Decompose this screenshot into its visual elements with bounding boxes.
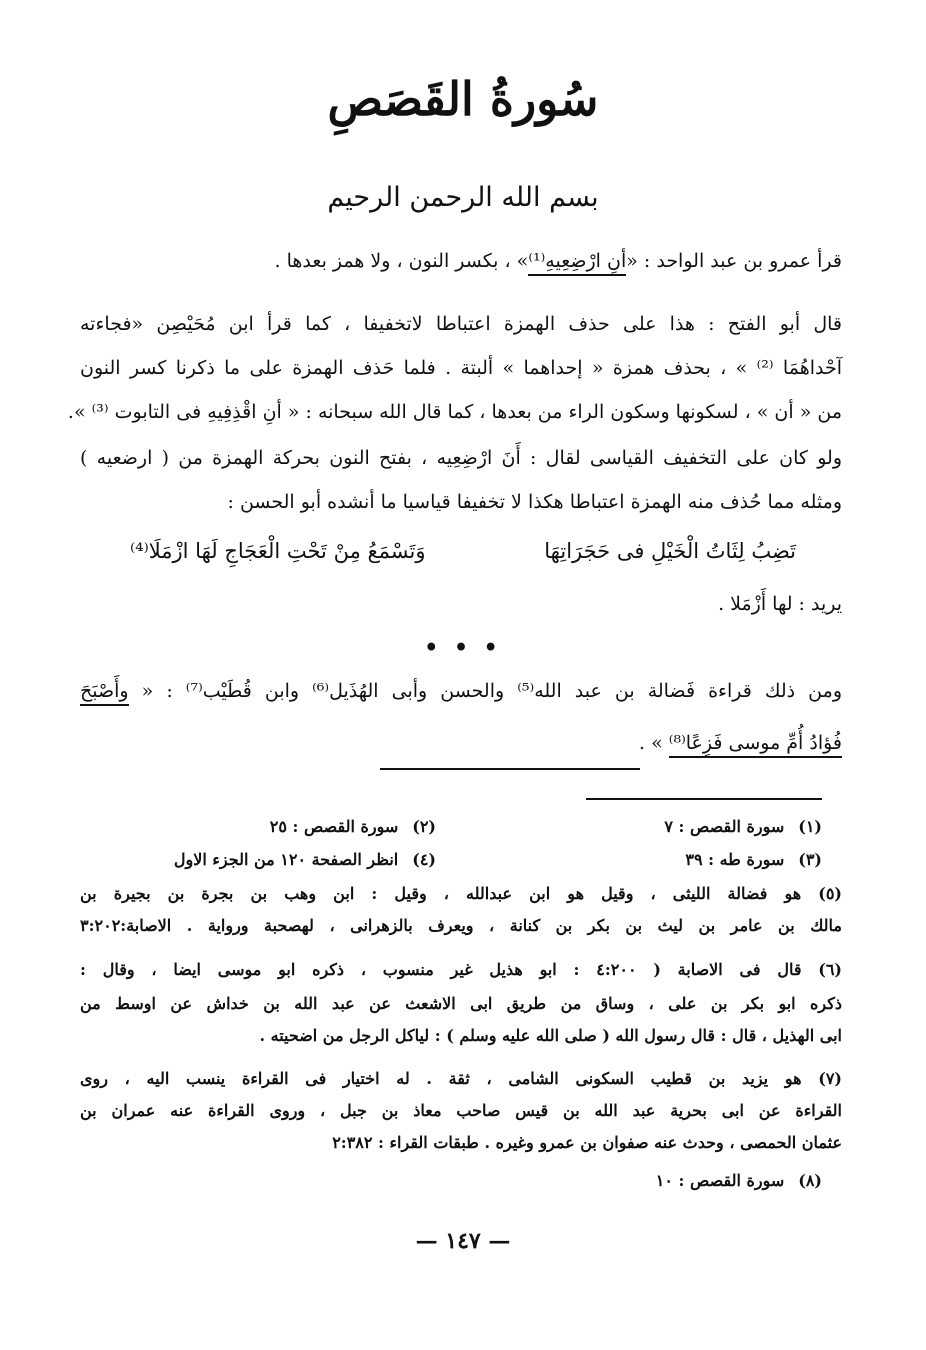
footnote-text: انظر الصفحة ١٢٠ من الجزء الاول: [173, 850, 399, 869]
footnote-number: (٨): [798, 1171, 822, 1190]
commentary-line: قال أبو الفتح : هذا على حذف الهمزة اعتباطا لاتخفيفا ، كما قرأ ابن مُحَيْصِن «فجاءته: [80, 313, 842, 335]
footnote-text: سورة القصص : ١٠: [655, 1171, 785, 1190]
surah-title: سُورةُ القَصَصِ: [327, 72, 599, 126]
quranic-reading-part1: وأَصْبَحَ: [80, 680, 129, 706]
commentary-line: ولو كان على التخفيف القياسى لقال : أَنَ ارْضِعِيه ، بفتح النون بحركة الهمزة من ( ارضعيه ): [80, 447, 842, 469]
footnote-7-line: القراءة عن ابى بحرية عبد الله بن قيس صاحب معاذ بن جبل ، وروى القراءة عنه عمران بن: [80, 1101, 842, 1120]
footnote-text: سورة طه : ٣٩: [685, 850, 785, 869]
reading-line-2: [80, 676, 842, 706]
quranic-reading-part2: فُؤادُ أُمِّ موسى فَزِعًا⁽⁸⁾: [669, 732, 842, 758]
footnote-6-line: ابى الهذيل ، قال : قال رسول الله ( صلى الله عليه وسلم ) : لياكل الرجل من اضحيته .: [259, 1026, 842, 1045]
footnote-5-line: مالك بن عامر بن ليث بن بكر بن كنانة ، ويعرف بالزهرانى ، لهصحبة ورواية . الاصابة:٣:٢٠٢: [80, 916, 842, 935]
reading-line-1: [80, 246, 842, 276]
reading2-close: » .: [639, 732, 669, 754]
footnote-number: (١): [798, 817, 822, 836]
footnote-2: [270, 812, 436, 842]
footnote-8: [656, 1166, 822, 1196]
verse-hemistich-right: تَضِبُ لِثَاتُ الْخَيْلِ فى حَجَرَاتِهَا: [544, 539, 796, 563]
commentary-line: آحْداهُمَا ⁽²⁾ » ، بحذف همزة « إحداهما » ألبتة . فلما حَذف الهمزة على ما ذكرنا كسر النون: [80, 357, 842, 379]
reading-line-3: [80, 728, 842, 758]
verse-explanation: يريد : لها أَزْمَلا .: [718, 593, 842, 615]
footnote-number: (٣): [798, 850, 822, 869]
footnote-3: [685, 845, 822, 875]
basmala: بسم الله الرحمن الرحيم: [327, 182, 599, 213]
footnote-text: سورة القصص : ٧: [664, 817, 785, 836]
reading-intro: قرأ عمرو بن عبد الواحد : «: [626, 250, 842, 272]
footnote-4: [174, 845, 436, 875]
footnote-7-line: (٧) هو يزيد بن قطيب السكونى الشامى ، ثقة . له اختيار فى القراءة ينسب اليه ، روى: [80, 1069, 842, 1088]
footnote-5-line: (٥) هو فضالة الليثى ، وقيل هو ابن عبدالله ، وقيل : ابن وهب بن بجرة بن بجيرة بن: [80, 884, 842, 903]
commentary-line: من « أن » ، لسكونها وسكون الراء من بعدها ، كما قال الله سبحانه : « أنِ اقْذِفِيهِ فى التابوت ⁽³⁾ ».: [67, 401, 842, 423]
footnote-6-line: ذكره ابو بكر بن على ، وساق من طريق ابى الاشعث عن عبد الله بن خداش عن اوسط من: [80, 994, 842, 1013]
quranic-reading: أنِ ارْضِعِيهِ⁽¹⁾: [528, 250, 626, 276]
commentary-line: ومثله مما حُذف منه الهمزة اعتباطا هكذا لا تخفيفا قياسيا ما أنشده أبو الحسن :: [227, 491, 842, 513]
reading-remark: » ، بكسر النون ، ولا همز بعدها .: [274, 250, 529, 272]
footnote-separator: [586, 798, 822, 800]
footnote-number: (٢): [412, 817, 436, 836]
poetry-verse: [130, 534, 796, 568]
verse-hemistich-left: وَتَسْمَعُ مِنْ تَحْتِ الْعَجَاجِ لَهَا ازْمَلَا⁽⁴⁾: [130, 539, 426, 563]
footnote-1: [664, 812, 822, 842]
section-separator: • • •: [424, 635, 502, 661]
footnote-number: (٤): [412, 850, 436, 869]
reading-underline-rule: [380, 768, 640, 770]
footnote-7-line: عثمان الحمصى ، وحدث عنه صفوان بن عمرو وغيره . طبقات القراء : ٢:٣٨٢: [332, 1133, 842, 1152]
page-number: — ١٤٧ —: [415, 1228, 511, 1254]
footnote-text: سورة القصص : ٢٥: [269, 817, 399, 836]
reading2-intro: ومن ذلك قراءة فَضالة بن عبد الله⁽⁵⁾ والحسن وأبى الهُذَيل⁽⁶⁾ وابن قُطَيْب⁽⁷⁾ : «: [128, 680, 842, 702]
footnote-6-line: (٦) قال فى الاصابة ( ٤:٢٠٠ : ابو هذيل غير منسوب ، ذكره ابو موسى ايضا ، وقال :: [80, 960, 842, 979]
